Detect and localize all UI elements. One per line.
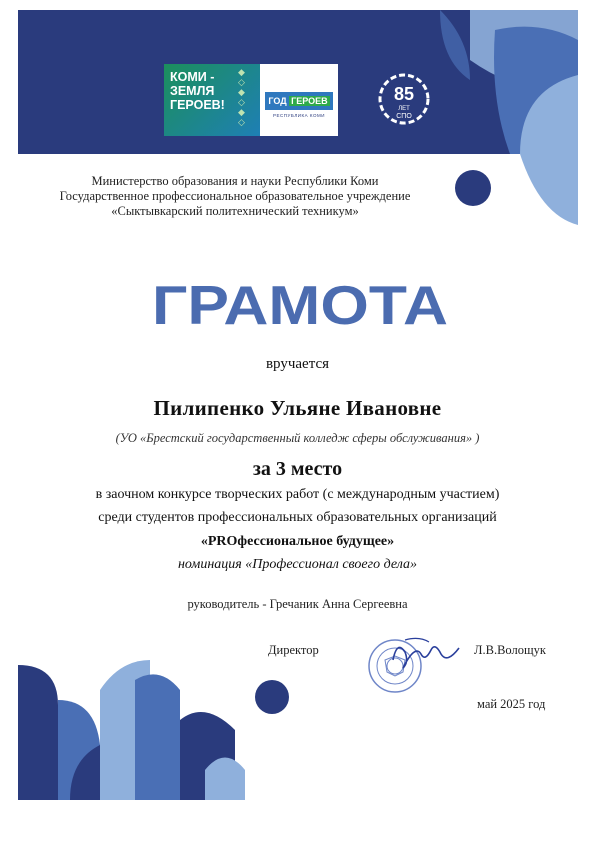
logo-geroev: ГЕРОЕВ xyxy=(291,96,328,106)
org-name: «Сыктывкарский политехнический техникум» xyxy=(111,204,359,218)
recipient-name: Пилипенко Ульяне Ивановне xyxy=(153,396,442,420)
contest-line-1: в заочном конкурсе творческих работ (с международным участием) xyxy=(95,487,500,502)
nomination-text: номинация «Профессионал своего дела» xyxy=(177,557,418,572)
decor-dot-bottom xyxy=(255,680,289,714)
place-text: за 3 место xyxy=(252,458,343,480)
spo-85-years-logo xyxy=(376,70,432,128)
supervisor-text: руководитель - Гречаник Анна Сергеевна xyxy=(187,597,408,611)
director-name: Л.В.Волощук xyxy=(474,643,546,657)
director-signature xyxy=(385,630,465,675)
komi-year-of-heroes-logo xyxy=(164,64,338,136)
contest-line-2: среди студентов профессиональных образовательных организаций xyxy=(98,510,497,525)
issue-date: май 2025 год xyxy=(477,697,546,711)
logo-komi-text: КОМИ - ЗЕМЛЯ ГЕРОЕВ! xyxy=(170,70,225,112)
org-type: Государственное профессиональное образовательное учреждение xyxy=(59,189,411,203)
org-ministry: Министерство образования и науки Республики Коми xyxy=(91,174,379,188)
logo-85: 85 xyxy=(393,84,415,104)
recipient-institution: (УО «Брестский государственный колледж сферы обслуживания» ) xyxy=(115,431,480,445)
svg-text:ГРАМОТА: ГРАМОТА xyxy=(152,278,448,330)
logo-let: ЛЕТ xyxy=(398,106,410,112)
logo-god: ГОД xyxy=(268,96,287,106)
contest-name: «PROфессиональное будущее» xyxy=(200,534,395,549)
certificate-title xyxy=(150,278,450,330)
director-label: Директор xyxy=(268,643,319,657)
logo-spo: СПО xyxy=(396,113,412,120)
ornament-icon: ◆ ◇ ◆ ◇ ◆ ◇ xyxy=(238,68,245,128)
logo-republic: РЕСПУБЛИКА КОМИ xyxy=(273,113,325,118)
awarded-text: вручается xyxy=(265,356,330,372)
logo-god-geroev xyxy=(265,92,333,110)
